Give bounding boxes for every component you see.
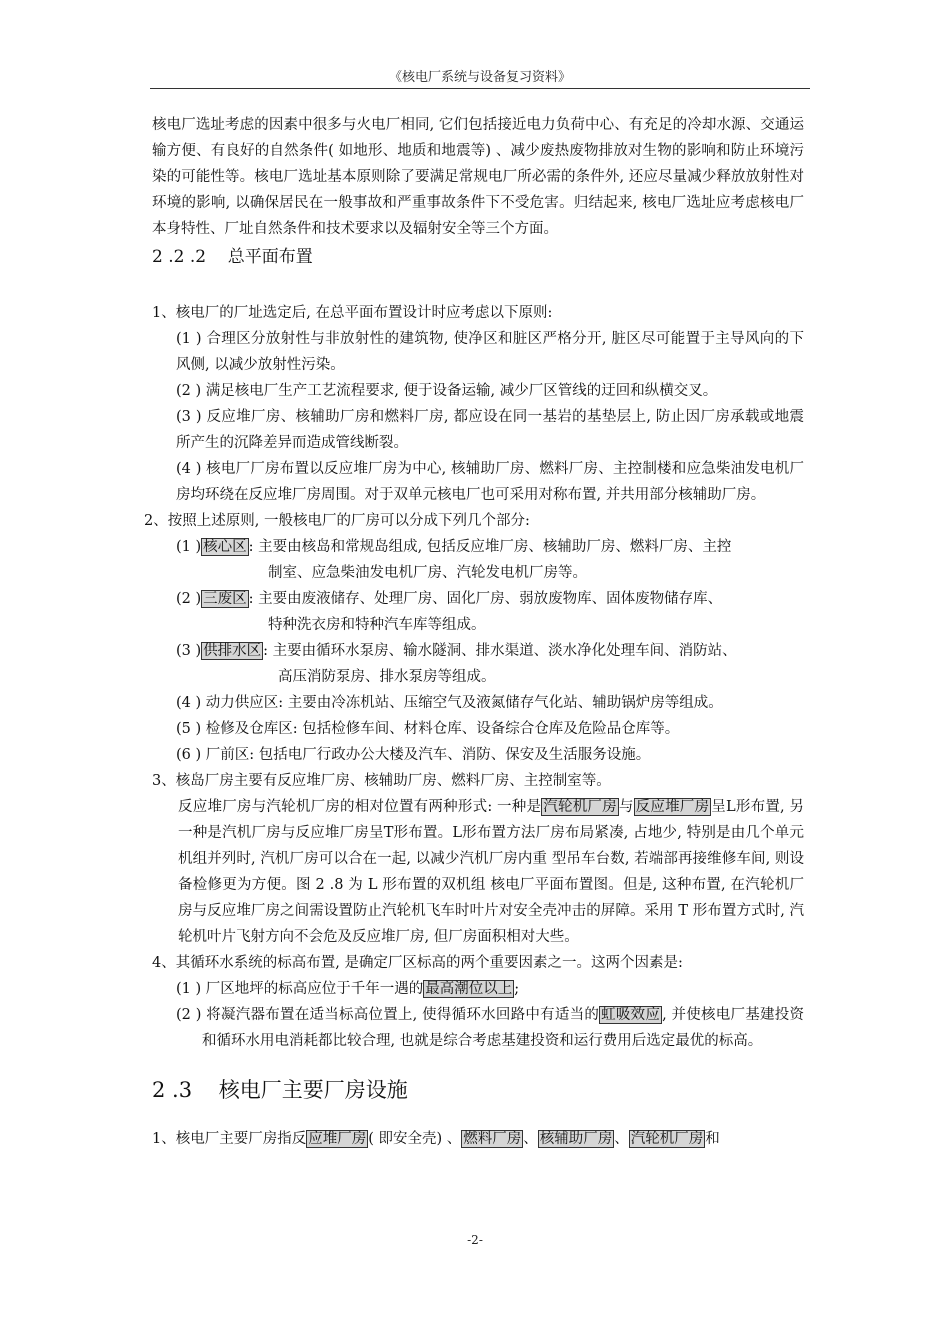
section-heading-2-2-2 [152, 242, 804, 272]
zone-power: (4 ) 动力供应区: 主要由冷冻机站、压缩空气及液氮储存气化站、辅助锅炉房等组成。 [176, 695, 723, 711]
item-1-sub-3: (3 ) 反应堆厂房、核辅助厂房和燃料厂房, 都应设在同一基岩的基垫层上, 防止因厂房承载或地震所产生的沉降差异而造成管线断裂。 [176, 409, 804, 451]
text-run: 呈L形布置, 另一种是汽机厂房与反应堆厂房呈T形布置。L形布置方法厂房布局紧凑, 占地少, 特别是由几个单元机组并列时, 汽机厂房可以合在一起, 以减少汽机厂房内重 型吊车台数, 若端部再接维修车间, 则设备检修更为方便。图 2 .8 为 L 形布置的双机组 核电厂平面布置图。但是, 这种布置, 在汽轮机厂房与反应堆厂房之间需设置防止汽轮机飞车时叶片对安全壳冲击的屏障。采用 T 形布置方式时, 汽轮机叶片飞射方向不会危及反应堆厂房, 但厂房面积相对大些。 [178, 799, 805, 945]
highlight-aux-building: 核辅助厂房 [539, 1131, 613, 1147]
page-number: -2- [467, 1233, 483, 1247]
text-run: , 并使核电厂基建投资和循环水用电消耗都比较合理, 也就是综合考虑基建投资和运行费用后选定最优的标高。 [202, 1007, 805, 1049]
item-4-lead: 4、其循环水系统的标高布置, 是确定厂区标高的两个重要因素之一。这两个因素是: [152, 955, 683, 971]
zone-waste [176, 586, 804, 638]
zone-desc-cont: 制室、应急柴油发电机厂房、汽轮发电机厂房等。 [268, 565, 587, 581]
zone-front: (6 ) 厂前区: 包括电厂行政办公大楼及汽车、消防、保安及生活服务设施。 [176, 747, 651, 763]
text-run: 、 [523, 1131, 538, 1147]
zone-desc-cont: 高压消防泵房、排水泵房等组成。 [278, 669, 496, 685]
text-run: 与 [618, 799, 634, 815]
document-body [144, 112, 805, 1152]
item-4-sub-2 [176, 1002, 804, 1054]
zone-water [176, 638, 804, 690]
highlight-fuel-building: 燃料厂房 [463, 1131, 522, 1147]
section-number: 2 .3 [152, 1078, 193, 1102]
item-3-lead: 3、核岛厂房主要有反应堆厂房、核辅助厂房、燃料厂房、主控制室等。 [152, 773, 611, 789]
item-1-sub-2: (2 ) 满足核电厂生产工艺流程要求, 便于设备运输, 减少厂区管线的迂回和纵横交叉。 [176, 383, 718, 399]
zone-maintenance: (5 ) 检修及仓库区: 包括检修车间、材料仓库、设备综合仓库及危险品仓库等。 [176, 721, 680, 737]
zone-name-highlight: 核心区 [203, 539, 247, 555]
item-2-lead: 2、按照上述原则, 一般核电厂的厂房可以分成下列几个部分: [144, 513, 530, 529]
item-1-sub-4: (4 ) 核电厂厂房布置以反应堆厂房为中心, 核辅助厂房、燃料厂房、主控制楼和应急柴油发电机厂房均环绕在反应堆厂房周围。对于双单元核电厂也可采用对称布置, 并共用部分核辅助厂房。 [176, 461, 804, 503]
zone-name-highlight: 三废区 [203, 591, 247, 607]
section-title: 总平面布置 [227, 247, 313, 267]
zone-name-highlight: 供排水区 [203, 643, 262, 659]
zone-number: (1 ) [176, 539, 202, 555]
page-header: 《核电厂系统与设备复习资料》 [388, 70, 571, 85]
zone-desc-cont: 特种洗衣房和特种汽车库等组成。 [268, 617, 486, 633]
section-heading-2-3 [152, 1066, 804, 1114]
item-3-paragraph [152, 794, 804, 950]
section-title: 核电厂主要厂房设施 [218, 1078, 408, 1102]
zone-desc: : 主要由废液储存、处理厂房、固化厂房、弱放废物库、固体废物储存库、 [248, 591, 723, 607]
highlight-reactor-building: 反应堆厂房 [635, 799, 710, 815]
text-run: 、 [614, 1131, 629, 1147]
highlight-tide-level: 最高潮位以上 [425, 981, 513, 997]
zone-desc: : 主要由核岛和常规岛组成, 包括反应堆厂房、核辅助厂房、燃料厂房、主控 [248, 539, 732, 555]
highlight-turbine-hall: 汽轮机厂房 [543, 799, 617, 815]
item-5-line [152, 1126, 804, 1152]
header-rule [150, 88, 810, 89]
text-run: 和 [705, 1131, 720, 1147]
text-run: ( 即安全壳) 、 [368, 1131, 462, 1147]
highlight-reactor: 应堆厂房 [308, 1131, 367, 1147]
highlight-siphon-effect: 虹吸效应 [601, 1007, 661, 1023]
text-run: (1 ) 厂区地坪的标高应位于千年一遇的 [176, 981, 424, 997]
item-1-sub-1: (1 ) 合理区分放射性与非放射性的建筑物, 使净区和脏区严格分开, 脏区尽可能置于主导风向的下风侧, 以减少放射性污染。 [176, 331, 804, 373]
intro-paragraph: 核电厂选址考虑的因素中很多与火电厂相同, 它们包括接近电力负荷中心、有充足的冷却水源、交通运输方便、有良好的自然条件( 如地形、地质和地震等) 、减少废热废物排放对生物的影响和防止环境污染的可能性等。核电厂选址基本原则除了要满足常规电厂所必需的条件外, 还应尽量减少释放放射性对环境的影响, 以确保居民在一般事故和严重事故条件下不受危害。归结起来, 核电厂选址应考虑核电厂本身特性、厂址自然条件和技术要求以及辐射安全等三个方面。 [152, 117, 804, 237]
zone-core [176, 534, 804, 586]
text-run: 反应堆厂房与汽轮机厂房的相对位置有两种形式: 一种是 [178, 799, 542, 815]
text-run: 1、核电厂主要厂房指反 [152, 1131, 307, 1147]
item-4-sub-1 [176, 976, 804, 1002]
zone-number: (2 ) [176, 591, 202, 607]
zone-number: (3 ) [176, 643, 202, 659]
text-run: (2 ) 将凝汽器布置在适当标高位置上, 使得循环水回路中有适当的 [176, 1007, 600, 1023]
text-run: ; [514, 981, 520, 997]
section-number: 2 .2 .2 [152, 247, 207, 267]
highlight-turbine-building: 汽轮机厂房 [630, 1131, 704, 1147]
zone-desc: : 主要由循环水泵房、输水隧洞、排水渠道、淡水净化处理车间、消防站、 [263, 643, 737, 659]
item-1-lead: 1、核电厂的厂址选定后, 在总平面布置设计时应考虑以下原则: [152, 305, 553, 321]
